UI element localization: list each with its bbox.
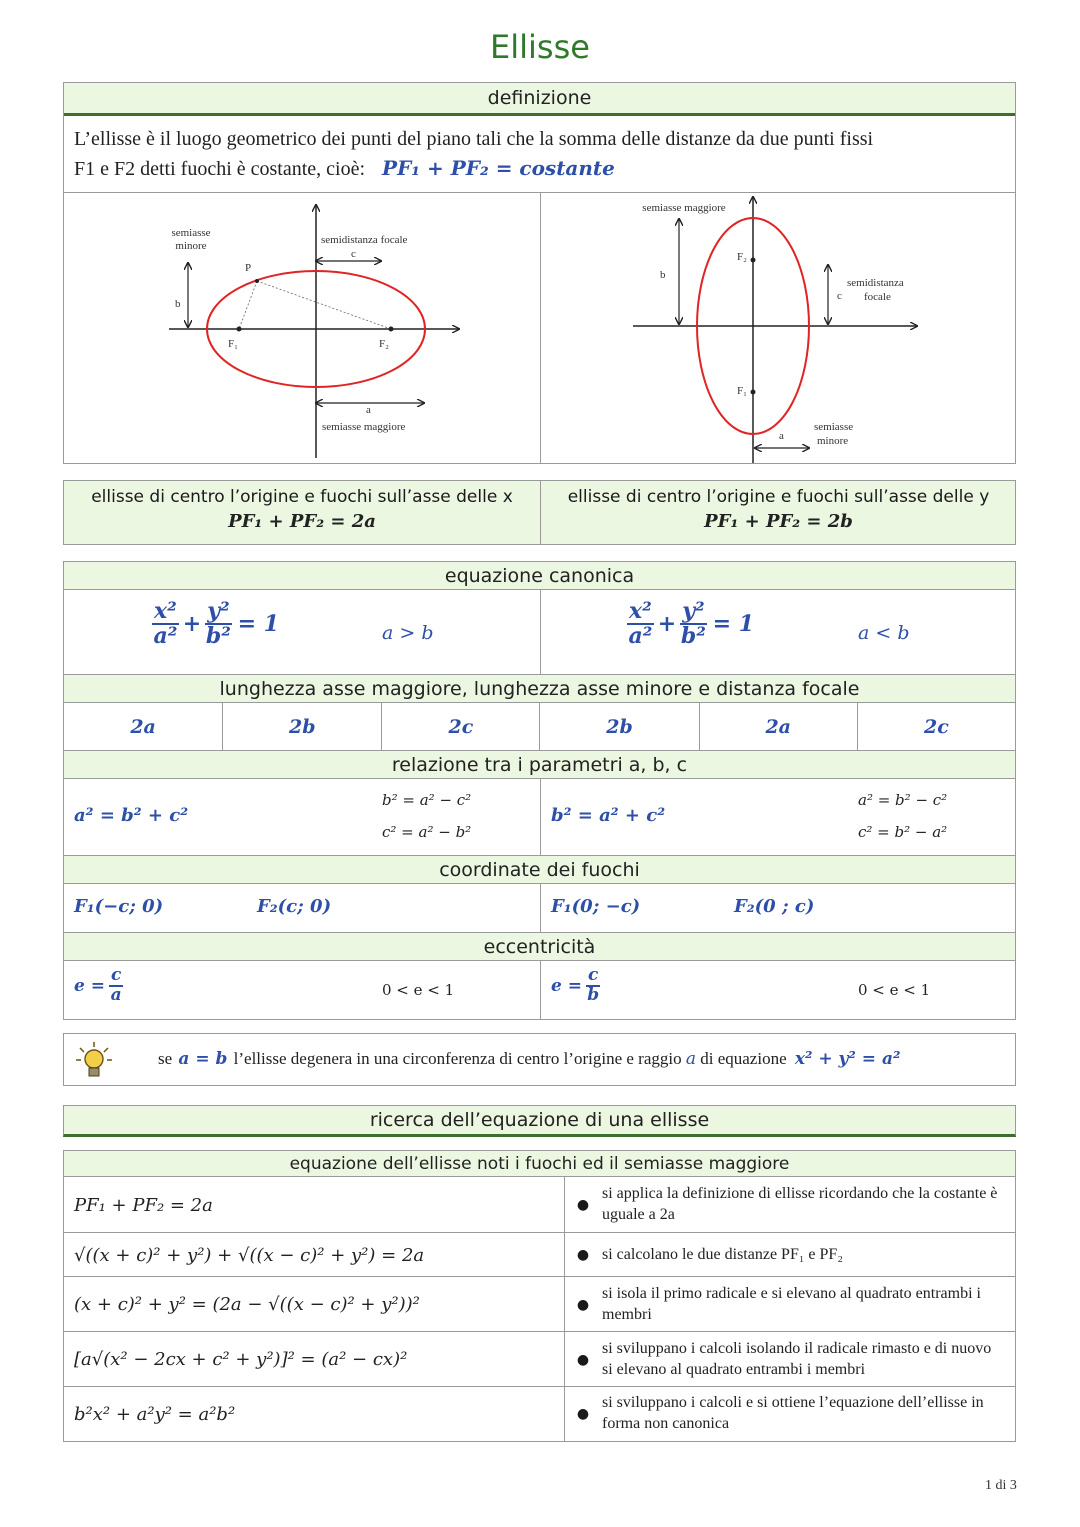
definition-foci-text: F1 e F2 detti fuochi è costante, cioè: [74,158,366,180]
search-row-text: si sviluppano i calcoli isolando il radicale rimasto e di nuovo si elevano al quadrato entrambi i membri [602,1339,992,1378]
label-minore: minore [817,435,849,447]
length-cell: 2a [64,703,223,750]
search-row [64,1177,1015,1233]
canonical-right-equation: $\frac{\text{x²}}{\text{a²}}$ + $\frac{\text{y²}}{\text{b²}}$ = 1 [628,598,755,650]
eccentricity-left-range: 0 < e < 1 [382,981,455,999]
search-row [64,1332,1015,1387]
focus-f1-dot [751,390,756,395]
relations-header: relazione tra i parametri a, b, c [64,750,1015,779]
search-row [64,1233,1015,1277]
bullet-icon: ● [576,1351,590,1368]
definition-text-line1: L’ellisse è il luogo geometrico dei punti del piano tali che la somma delle distanze da due punti fissi [74,128,874,150]
relation-left-2: c² = a² − b² [382,823,472,841]
eccentricity-right: e = $\frac{c}{b}$ [551,965,600,1005]
definition-formula: PF₁ + PF₂ = costante [382,156,615,180]
search-subheader: equazione dell’ellisse noti i fuochi ed il semiasse maggiore [64,1151,1015,1177]
label-f2: F₂ [737,251,747,263]
canonical-left-condition: a > b [382,622,434,644]
diagram-box [63,192,1016,464]
case-x-formula: PF₁ + PF₂ = 2a [228,511,376,532]
case-y-title: ellisse di centro l’origine e fuochi sull’asse delle y [567,487,990,507]
bullet-icon: ● [576,1247,590,1263]
lengths-header: lunghezza asse maggiore, lunghezza asse minore e distanza focale [64,674,1015,703]
search-row-text: si sviluppano i calcoli e si ottiene l’equazione dell’ellisse in forma non canonica [602,1394,984,1432]
point-p-dot [255,279,259,283]
label-a: a [366,404,371,416]
definition-header: definizione [64,83,1015,116]
relation-left-main: a² = b² + c² [74,805,189,826]
label-b: b [660,269,666,281]
label-focale: focale [864,291,891,303]
label-semiasse: semiasse [814,421,854,433]
label-b: b [175,298,181,310]
lengths-row [64,703,1015,750]
note-text: se a = b l’ellisse degenera in una circonferenza di centro l’origine e raggio a di equazione x² + y² = a² [158,1049,901,1069]
length-cell: 2c [382,703,540,750]
bullet-icon: ● [576,1197,590,1213]
bullet-icon: ● [576,1296,590,1313]
eccentricity-left: e = $\frac{c}{a}$ [74,965,122,1005]
relation-left-1: b² = a² − c² [382,791,472,809]
relations-row [64,779,1015,855]
label-c: c [351,248,356,260]
case-y-formula: PF₁ + PF₂ = 2b [704,511,853,532]
horizontal-ellipse-diagram [64,193,540,463]
focus-f2-dot [751,258,756,263]
relation-right-2: c² = b² − a² [858,823,948,841]
case-x [64,487,540,532]
focus-cell: F₁(−c; 0) [74,896,164,917]
case-x-title: ellisse di centro l’origine e fuochi sull’asse delle x [91,487,513,507]
canonical-left-equation: $\frac{\text{x²}}{\text{a²}}$ + $\frac{\text{y²}}{\text{b²}}$ = 1 [153,598,280,650]
eccentricity-header: eccentricità [64,932,1015,961]
page-number: 1 di 3 [985,1478,1017,1493]
length-cell: 2b [540,703,699,750]
search-table [63,1150,1016,1442]
label-a: a [779,430,784,442]
label-semiasse-minore-2: minore [175,240,207,252]
canonical-header: equazione canonica [64,562,1015,590]
case-y [541,487,1016,532]
properties-table [63,561,1016,1020]
page-title: Ellisse [490,28,590,66]
focus-cell: F₂(c; 0) [257,896,332,917]
focus-f2-dot [389,327,394,332]
search-row-math: √((x + c)² + y²) + √((x − c)² + y²) = 2a [74,1245,425,1266]
label-f1: F₁ [228,338,238,350]
search-row-math: b²x² + a²y² = a²b² [74,1404,236,1425]
vertical-ellipse-diagram [541,193,1016,463]
canonical-row [64,590,1015,674]
search-header: ricerca dell’equazione di una ellisse [63,1105,1016,1137]
label-semiasse-minore-1: semiasse [171,227,211,239]
label-semidistanza-focale: semidistanza focale [321,234,408,246]
definition-box [63,82,1016,193]
foci-header: coordinate dei fuochi [64,855,1015,884]
bullet-icon: ● [576,1406,590,1422]
search-row-text: si applica la definizione di ellisse ricordando che la costante è uguale a 2a [602,1185,998,1223]
search-row-text: si calcolano le due distanze PF₁ e PF₂ [602,1245,843,1263]
focus-cell: F₁(0; −c) [551,896,641,917]
cases-box [63,480,1016,545]
search-row [64,1277,1015,1332]
relation-right-1: a² = b² − c² [858,791,948,809]
length-cell: 2b [223,703,382,750]
search-row-math: (x + c)² + y² = (2a − √((x − c)² + y²))² [74,1294,420,1315]
focus-f1-dot [237,327,242,332]
eccentricity-right-range: 0 < e < 1 [858,981,931,999]
label-semidistanza: semidistanza [847,277,904,289]
length-cell: 2c [924,715,949,738]
label-semiasse-maggiore: semiasse maggiore [322,421,406,433]
foci-row [64,884,1015,932]
definition-text-line2 [74,156,615,181]
length-cell: 2a [700,703,858,750]
search-row-math: [a√(x² − 2cx + c² + y²)]² = (a² − cx)² [74,1349,408,1370]
label-semiasse-maggiore: semiasse maggiore [642,202,726,214]
focus-cell: F₂(0 ; c) [734,896,815,917]
note-box [63,1033,1016,1086]
search-row-text: si isola il primo radicale e si elevano al quadrato entrambi i membri [602,1284,981,1323]
search-row-math: PF₁ + PF₂ = 2a [74,1195,213,1216]
label-f1: F₁ [737,385,747,397]
canonical-right-condition: a < b [858,622,910,644]
eccentricity-row [64,961,1015,1019]
lightbulb-icon [74,1040,114,1080]
relation-right-main: b² = a² + c² [551,805,666,826]
label-c: c [837,290,842,302]
label-p: P [245,262,252,274]
search-row [64,1387,1015,1441]
label-f2: F₂ [379,338,389,350]
